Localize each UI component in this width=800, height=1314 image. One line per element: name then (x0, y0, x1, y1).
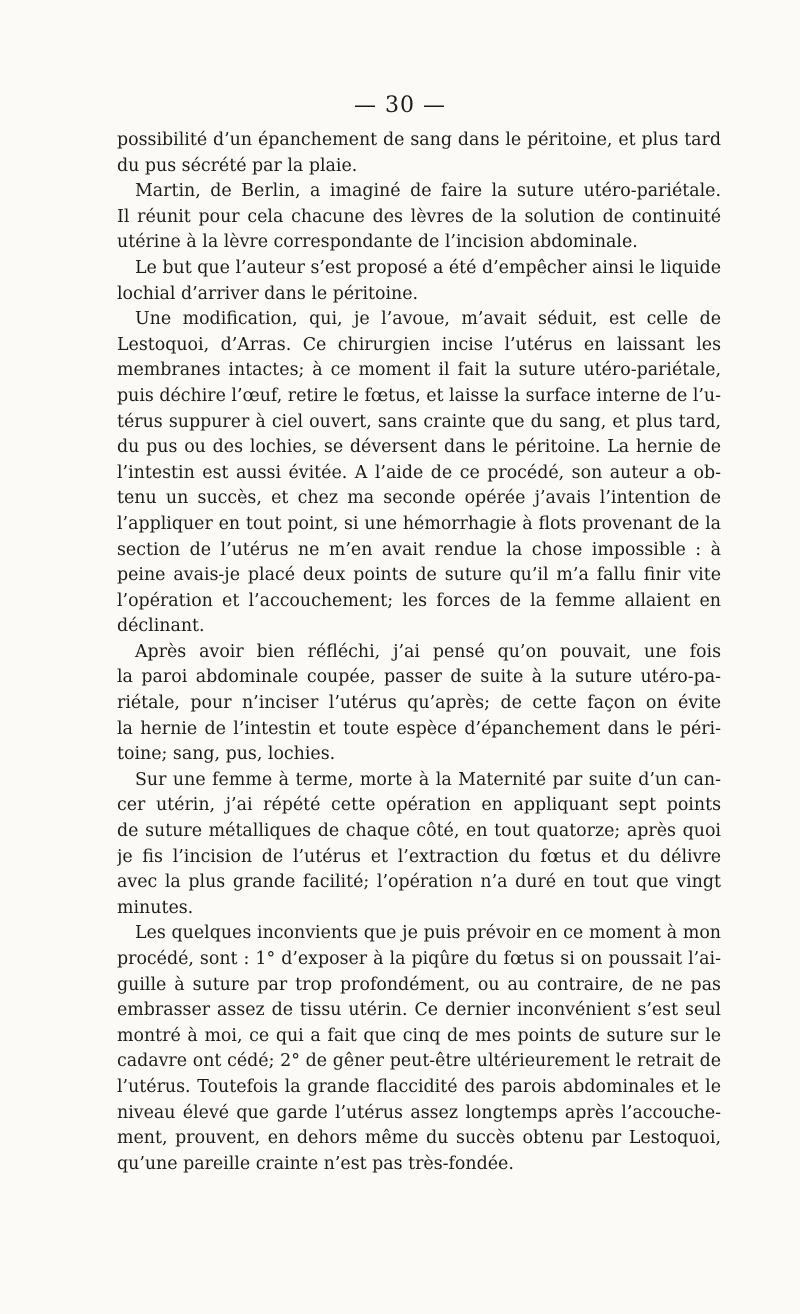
text-line: peine avais-je placé deux points de suture qu’il m’a fallu finir vite (117, 565, 721, 586)
text-line: de suture métalliques de chaque côté, en tout quatorze; après quoi (117, 821, 721, 842)
text-line: cer utérin, j’ai répété cette opération en appliquant sept points (117, 795, 721, 816)
text-line: l’utérus. Toutefois la grande flaccidité des parois abdominales et le (117, 1076, 721, 1097)
text-line: embrasser assez de tissu utérin. Ce dernier inconvénient s’est seul (117, 1000, 721, 1021)
paragraph (117, 128, 721, 179)
text-line: Lestoquoi, d’Arras. Ce chirurgien incise l’utérus en laissant les (117, 334, 721, 355)
paragraph (117, 307, 721, 640)
text-line: utérine à la lèvre correspondante de l’incision abdominale. (117, 232, 638, 253)
text-line: Le but que l’auteur s’est proposé a été d’empêcher ainsi le liquide (135, 257, 721, 278)
text-line: Martin, de Berlin, a imaginé de faire la suture utéro-pariétale. (135, 181, 721, 202)
text-line: section de l’utérus ne m’en avait rendue la chose impossible : à (117, 539, 721, 560)
body-text (117, 128, 721, 1177)
text-line: montré à moi, ce qui a fait que cinq de mes points de suture sur le (117, 1025, 721, 1046)
text-line: Après avoir bien réfléchi, j’ai pensé qu’on pouvait, une fois (135, 641, 721, 662)
text-line: ment, prouvent, en dehors même du succès obtenu par Lestoquoi, (117, 1128, 721, 1149)
text-line: minutes. (117, 897, 194, 918)
paragraph (117, 768, 721, 922)
text-line: puis déchire l’œuf, retire le fœtus, et laisse la surface interne de l’u- (117, 385, 721, 406)
text-line: lochial d’arriver dans le péritoine. (117, 283, 419, 304)
text-line: cadavre ont cédé; 2° de gêner peut-être ultérieurement le retrait de (117, 1051, 721, 1072)
text-line: Il réunit pour cela chacune des lèvres de la solution de continuité (117, 206, 721, 227)
text-line: membranes intactes; à ce moment il fait la suture utéro-pariétale, (117, 360, 721, 381)
page-number: — 30 — (354, 93, 446, 118)
paragraph (117, 179, 721, 256)
text-line: Les quelques inconvients que je puis prévoir en ce moment à mon (135, 923, 721, 944)
text-line: Sur une femme à terme, morte à la Maternité par suite d’un can- (135, 769, 721, 790)
text-line: du pus sécrété par la plaie. (117, 155, 358, 176)
text-line: je fis l’incision de l’utérus et l’extraction du fœtus et du délivre (117, 846, 721, 867)
text-line: qu’une pareille crainte n’est pas très-fondée. (117, 1153, 514, 1174)
paragraph (117, 640, 721, 768)
text-line: riétale, pour n’inciser l’utérus qu’après; de cette façon on évite (117, 693, 721, 714)
text-line: l’intestin est aussi évitée. A l’aide de ce procédé, son auteur a ob- (117, 462, 721, 483)
text-line: avec la plus grande facilité; l’opération n’a duré en tout que vingt (117, 872, 721, 893)
paragraph (117, 921, 721, 1177)
text-line: l’opération et l’accouchement; les forces de la femme allaient en (117, 590, 721, 611)
paragraph (117, 256, 721, 307)
text-line: la hernie de l’intestin et toute espèce d’épanchement dans le péri- (117, 718, 721, 739)
text-line: déclinant. (117, 616, 205, 637)
text-line: toine; sang, pus, lochies. (117, 744, 336, 765)
text-line: guille à suture par trop profondément, ou au contraire, de ne pas (117, 974, 721, 995)
text-line: procédé, sont : 1° d’exposer à la piqûre du fœtus si on poussait l’ai- (117, 949, 721, 969)
text-line: Une modification, qui, je l’avoue, m’avait séduit, est celle de (135, 309, 721, 330)
text-line: la paroi abdominale coupée, passer de suite à la suture utéro-pa- (117, 667, 721, 688)
text-line: térus suppurer à ciel ouvert, sans crainte que du sang, et plus tard, (117, 411, 721, 432)
text-line: du pus ou des lochies, se déversent dans le péritoine. La hernie de (117, 437, 721, 458)
text-line: possibilité d’un épanchement de sang dans le péritoine, et plus tard (117, 130, 721, 150)
text-line: l’appliquer en tout point, si une hémorrhagie à flots provenant de la (117, 513, 721, 534)
text-line: niveau élevé que garde l’utérus assez longtemps après l’accouche- (117, 1102, 721, 1123)
text-line: tenu un succès, et chez ma seconde opérée j’avais l’intention de (117, 488, 721, 509)
